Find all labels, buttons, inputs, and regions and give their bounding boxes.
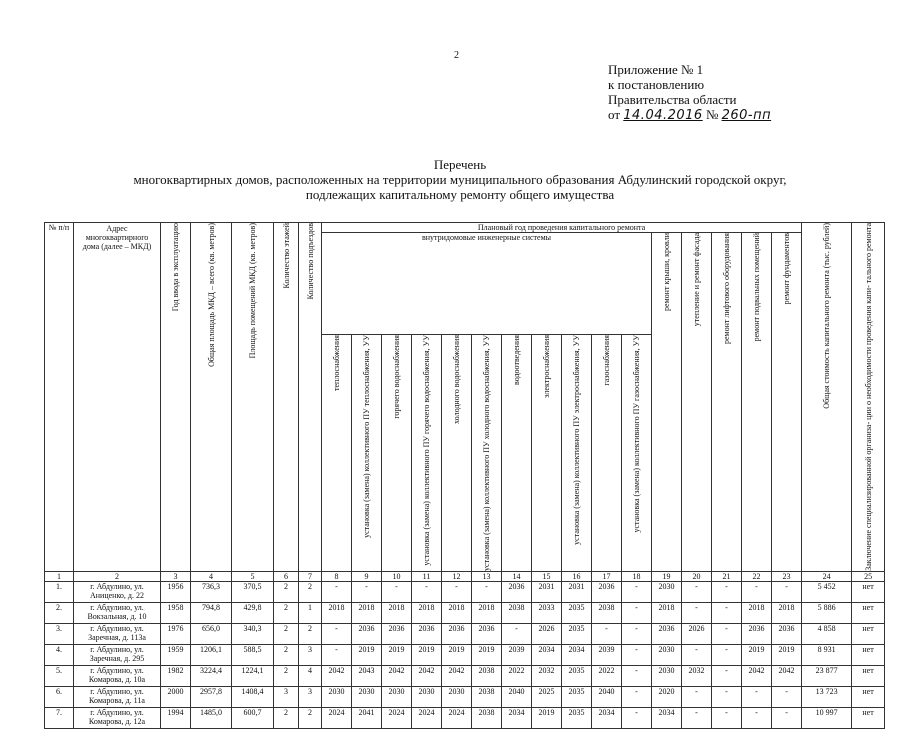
table-cell: 1959 <box>161 644 191 665</box>
table-cell: г. Абдулино, ул. Заречная, д. 295 <box>74 644 161 665</box>
table-cell: 2019 <box>772 644 802 665</box>
table-cell: 588,5 <box>232 644 274 665</box>
appendix-date-line <box>608 107 771 123</box>
table-cell: 2034 <box>532 644 562 665</box>
table-cell: - <box>742 581 772 602</box>
column-number-cell: 23 <box>772 571 802 581</box>
table-cell: - <box>382 581 412 602</box>
table-row <box>45 623 885 644</box>
header-gas-meter: установка (замена) коллективного ПУ газоснабжения, УУ <box>622 334 652 571</box>
table-cell: 2019 <box>352 644 382 665</box>
table-cell: 2041 <box>352 707 382 728</box>
table-row <box>45 707 885 728</box>
table-cell: 2042 <box>772 665 802 686</box>
header-total-area: Общая площадь МКД – всего (кв. метров) <box>191 223 232 572</box>
table-cell: 2 <box>299 623 322 644</box>
table-cell: 2032 <box>532 665 562 686</box>
table-cell: 2018 <box>412 602 442 623</box>
table-cell: - <box>772 581 802 602</box>
table-cell: - <box>682 686 712 707</box>
table-cell: 2019 <box>532 707 562 728</box>
table-cell: 6. <box>45 686 74 707</box>
table-cell: 1408,4 <box>232 686 274 707</box>
table-cell: г. Абдулино, ул. Комарова, д. 12а <box>74 707 161 728</box>
table-cell: 2038 <box>472 665 502 686</box>
table-cell: 1485,0 <box>191 707 232 728</box>
table-cell: 2038 <box>472 686 502 707</box>
table-cell: - <box>622 644 652 665</box>
table-cell: нет <box>852 665 885 686</box>
table-cell: 2030 <box>652 644 682 665</box>
table-cell: г. Абдулино, ул. Комарова, д. 11а <box>74 686 161 707</box>
table-cell: 340,3 <box>232 623 274 644</box>
table-cell: - <box>712 623 742 644</box>
table-cell: 2 <box>299 581 322 602</box>
table-cell: - <box>592 623 622 644</box>
table-row <box>45 602 885 623</box>
table-cell: 2042 <box>742 665 772 686</box>
table-cell: 2019 <box>442 644 472 665</box>
table-cell: 3. <box>45 623 74 644</box>
table-cell: 2036 <box>772 623 802 644</box>
table-cell: - <box>712 665 742 686</box>
table-cell: 2031 <box>562 581 592 602</box>
table-cell: - <box>772 686 802 707</box>
table-cell: 2026 <box>532 623 562 644</box>
column-number-cell: 9 <box>352 571 382 581</box>
table-cell: - <box>502 623 532 644</box>
table-cell: 2018 <box>472 602 502 623</box>
table-cell: 2042 <box>442 665 472 686</box>
table-cell: 2030 <box>652 665 682 686</box>
table-cell: 2035 <box>562 665 592 686</box>
title-line-2: многоквартирных домов, расположенных на территории муниципального образования Абдулинский городской округ, <box>133 172 787 187</box>
table-cell: 2039 <box>592 644 622 665</box>
table-cell: 2040 <box>502 686 532 707</box>
table-cell: 2018 <box>382 602 412 623</box>
table-cell: г. Абдулино, ул. Аниценко, д. 22 <box>74 581 161 602</box>
table-cell: 736,3 <box>191 581 232 602</box>
table-cell: - <box>442 581 472 602</box>
column-number-cell: 1 <box>45 571 74 581</box>
table-cell: 1976 <box>161 623 191 644</box>
header-gas: газоснабжения <box>592 334 622 571</box>
table-cell: 2018 <box>742 602 772 623</box>
header-power: электроснабжения <box>532 334 562 571</box>
header-floors: Количество этажей <box>274 223 299 572</box>
table-cell: 600,7 <box>232 707 274 728</box>
column-number-cell: 7 <box>299 571 322 581</box>
appendix-line-2: к постановлению <box>608 77 705 92</box>
header-number: № п/п <box>45 223 74 572</box>
table-cell: 2042 <box>382 665 412 686</box>
column-number-cell: 21 <box>712 571 742 581</box>
header-heat: теплоснабжения <box>322 334 352 571</box>
table-cell: 2030 <box>652 581 682 602</box>
table-row <box>45 581 885 602</box>
table-cell: 2030 <box>442 686 472 707</box>
table-cell: 2024 <box>322 707 352 728</box>
header-year: Год ввода в эксплуатацию <box>161 223 191 572</box>
table-cell: 2033 <box>532 602 562 623</box>
table-cell: 23 877 <box>802 665 852 686</box>
column-number-cell: 11 <box>412 571 442 581</box>
table-cell: 2000 <box>161 686 191 707</box>
table-cell: 2038 <box>592 602 622 623</box>
table-cell: - <box>742 686 772 707</box>
header-roof: ремонт крыши, кровли <box>652 233 682 572</box>
table-cell: 2036 <box>412 623 442 644</box>
table-cell: г. Абдулино, ул. Комарова, д. 10а <box>74 665 161 686</box>
header-heat-meter: установка (замена) коллективного ПУ теплоснабжения, УУ <box>352 334 382 571</box>
table-cell: - <box>682 644 712 665</box>
table-cell: 2 <box>274 581 299 602</box>
handwritten-date: 14.04.2016 <box>623 108 703 123</box>
table-cell: 1. <box>45 581 74 602</box>
table-cell: 2036 <box>442 623 472 644</box>
table-cell: 2032 <box>682 665 712 686</box>
header-cold-water: холодного водоснабжения <box>442 334 472 571</box>
table-cell: 4 858 <box>802 623 852 644</box>
table-cell: 2034 <box>562 644 592 665</box>
header-conclusion: Заключение специализированной организа- ции о необходимости проведения капи- тального ремонта <box>852 223 885 572</box>
table-cell: 2024 <box>382 707 412 728</box>
table-cell: 2036 <box>472 623 502 644</box>
table-cell: 1958 <box>161 602 191 623</box>
table-cell: 8 931 <box>802 644 852 665</box>
column-number-cell: 4 <box>191 571 232 581</box>
table-cell: 2018 <box>652 602 682 623</box>
column-number-cell: 18 <box>622 571 652 581</box>
column-number-cell: 8 <box>322 571 352 581</box>
table-cell: нет <box>852 707 885 728</box>
column-number-cell: 15 <box>532 571 562 581</box>
table-row <box>45 665 885 686</box>
column-number-cell: 3 <box>161 571 191 581</box>
table-cell: 1224,1 <box>232 665 274 686</box>
table-cell: 3224,4 <box>191 665 232 686</box>
table-cell: 1 <box>299 602 322 623</box>
table-cell: 1206,1 <box>191 644 232 665</box>
table-cell: - <box>712 602 742 623</box>
document-title <box>40 157 880 202</box>
table-cell: 2 <box>274 623 299 644</box>
table-cell: - <box>622 623 652 644</box>
table-cell: 2 <box>274 665 299 686</box>
table-cell: 2038 <box>472 707 502 728</box>
table-cell: - <box>682 602 712 623</box>
table-cell: 2036 <box>502 581 532 602</box>
table-cell: 2018 <box>322 602 352 623</box>
header-facade: утепление и ремонт фасада <box>682 233 712 572</box>
column-number-cell: 19 <box>652 571 682 581</box>
column-number-cell: 10 <box>382 571 412 581</box>
table-cell: 5 452 <box>802 581 852 602</box>
table-cell: 2034 <box>592 707 622 728</box>
header-internal-systems: внутридомовые инженерные системы <box>322 233 652 335</box>
table-cell: 2 <box>274 602 299 623</box>
column-number-cell: 12 <box>442 571 472 581</box>
column-number-cell: 16 <box>562 571 592 581</box>
table-cell: 370,5 <box>232 581 274 602</box>
header-address: Адрес многоквартирного дома (далее – МКД) <box>74 223 161 572</box>
appendix-block <box>608 62 771 123</box>
column-number-cell: 17 <box>592 571 622 581</box>
header-entrances: Количество подъездов <box>299 223 322 572</box>
table-cell: 2018 <box>352 602 382 623</box>
table-cell: 2042 <box>412 665 442 686</box>
header-hot-water-meter: установка (замена) коллективного ПУ горячего водоснабжения, УУ <box>412 334 442 571</box>
header-cost: Общая стоимость капитального ремонта (тыс. рублей) <box>802 223 852 572</box>
header-planned-year: Плановый год проведения капитального ремонта <box>322 223 802 233</box>
table-cell: 2024 <box>412 707 442 728</box>
table-cell: 2034 <box>652 707 682 728</box>
table-cell: - <box>412 581 442 602</box>
header-premises-area: Площадь помещений МКД (кв. метров) <box>232 223 274 572</box>
table-cell: 2022 <box>502 665 532 686</box>
table-cell: 2035 <box>562 686 592 707</box>
column-number-cell: 25 <box>852 571 885 581</box>
column-number-cell: 2 <box>74 571 161 581</box>
table-cell: - <box>682 581 712 602</box>
table-row <box>45 644 885 665</box>
table-cell: 1994 <box>161 707 191 728</box>
table-cell: 2036 <box>652 623 682 644</box>
table-cell: 2036 <box>382 623 412 644</box>
table-cell: 2018 <box>442 602 472 623</box>
table-cell: - <box>322 581 352 602</box>
column-number-cell: 20 <box>682 571 712 581</box>
table-cell: 2039 <box>502 644 532 665</box>
table-cell: 2038 <box>502 602 532 623</box>
header-elevator: ремонт лифтового оборудования <box>712 233 742 572</box>
handwritten-number: 260-пп <box>721 108 772 123</box>
table-cell: 2 <box>274 644 299 665</box>
table-cell: 2022 <box>592 665 622 686</box>
table-cell: 2026 <box>682 623 712 644</box>
column-number-cell: 6 <box>274 571 299 581</box>
table-cell: 4 <box>299 665 322 686</box>
appendix-number-label: № <box>705 107 719 122</box>
column-number-cell: 13 <box>472 571 502 581</box>
table-cell: 2040 <box>592 686 622 707</box>
table-cell: 3 <box>299 644 322 665</box>
title-line-3: подлежащих капитальному ремонту общего имущества <box>305 187 615 202</box>
table-cell: 2024 <box>442 707 472 728</box>
column-number-cell: 24 <box>802 571 852 581</box>
table-cell: 2030 <box>412 686 442 707</box>
table-cell: - <box>742 707 772 728</box>
appendix-line-3: Правительства области <box>608 92 737 107</box>
page-number: 2 <box>454 50 459 61</box>
table-cell: 2 <box>299 707 322 728</box>
table-cell: - <box>712 581 742 602</box>
header-sewer: водоотведения <box>502 334 532 571</box>
table-cell: - <box>622 686 652 707</box>
table-cell: 1956 <box>161 581 191 602</box>
table-cell: нет <box>852 644 885 665</box>
table-cell: г. Абдулино, ул. Вокзальная, д. 10 <box>74 602 161 623</box>
table-cell: 2030 <box>382 686 412 707</box>
table-cell: 2018 <box>772 602 802 623</box>
appendix-line-1: Приложение № 1 <box>608 62 704 77</box>
table-cell: 2030 <box>352 686 382 707</box>
table-cell: 2019 <box>412 644 442 665</box>
table-cell: - <box>322 644 352 665</box>
appendix-from-label: от <box>608 107 621 122</box>
table-cell: 2031 <box>532 581 562 602</box>
table-cell: - <box>712 644 742 665</box>
table-cell: 2 <box>274 707 299 728</box>
table-cell: 3 <box>274 686 299 707</box>
table-cell: нет <box>852 623 885 644</box>
table-cell: - <box>352 581 382 602</box>
table-cell: 2034 <box>502 707 532 728</box>
table-cell: - <box>322 623 352 644</box>
table-cell: 7. <box>45 707 74 728</box>
table-cell: 13 723 <box>802 686 852 707</box>
header-hot-water: горячего водоснабжения <box>382 334 412 571</box>
table-cell: 10 997 <box>802 707 852 728</box>
table-cell: 5. <box>45 665 74 686</box>
table-cell: г. Абдулино, ул. Заречная, д. 113а <box>74 623 161 644</box>
table-cell: 794,8 <box>191 602 232 623</box>
column-number-cell: 5 <box>232 571 274 581</box>
table-cell: - <box>622 707 652 728</box>
table-cell: - <box>622 602 652 623</box>
header-power-meter: установка (замена) коллективного ПУ электроснабжения, УУ <box>562 334 592 571</box>
table-cell: 2030 <box>322 686 352 707</box>
table-cell: 2020 <box>652 686 682 707</box>
table-cell: 656,0 <box>191 623 232 644</box>
table-cell: 5 886 <box>802 602 852 623</box>
table-cell: 2957,8 <box>191 686 232 707</box>
table-cell: - <box>712 686 742 707</box>
register-table <box>44 222 885 729</box>
table-cell: - <box>682 707 712 728</box>
table-cell: 2035 <box>562 707 592 728</box>
table-cell: нет <box>852 686 885 707</box>
title-line-1: Перечень <box>433 157 487 172</box>
table-cell: 1982 <box>161 665 191 686</box>
table-cell: 4. <box>45 644 74 665</box>
table-cell: - <box>712 707 742 728</box>
table-body <box>45 581 885 728</box>
table-cell: 2025 <box>532 686 562 707</box>
table-cell: - <box>622 581 652 602</box>
table-cell: 2019 <box>742 644 772 665</box>
table-cell: 429,8 <box>232 602 274 623</box>
table-cell: 2036 <box>592 581 622 602</box>
column-number-row <box>45 571 885 581</box>
table-cell: 2. <box>45 602 74 623</box>
table-cell: - <box>472 581 502 602</box>
table-cell: нет <box>852 602 885 623</box>
table-row <box>45 686 885 707</box>
table-cell: 2035 <box>562 623 592 644</box>
column-number-row <box>45 571 885 581</box>
column-number-cell: 14 <box>502 571 532 581</box>
table-cell: 2042 <box>322 665 352 686</box>
header-cold-water-meter: установка (замена) коллективного ПУ холодного водоснабжения, УУ <box>472 334 502 571</box>
table-cell: - <box>772 707 802 728</box>
table-cell: - <box>622 665 652 686</box>
table-cell: 2036 <box>352 623 382 644</box>
table-cell: 2043 <box>352 665 382 686</box>
header-foundation: ремонт фундаментов <box>772 233 802 572</box>
table-cell: 2019 <box>472 644 502 665</box>
table-cell: 2036 <box>742 623 772 644</box>
table-cell: нет <box>852 581 885 602</box>
header-basement: ремонт подвальных помещений <box>742 233 772 572</box>
table-cell: 2019 <box>382 644 412 665</box>
column-number-cell: 22 <box>742 571 772 581</box>
table-cell: 2035 <box>562 602 592 623</box>
table-cell: 3 <box>299 686 322 707</box>
